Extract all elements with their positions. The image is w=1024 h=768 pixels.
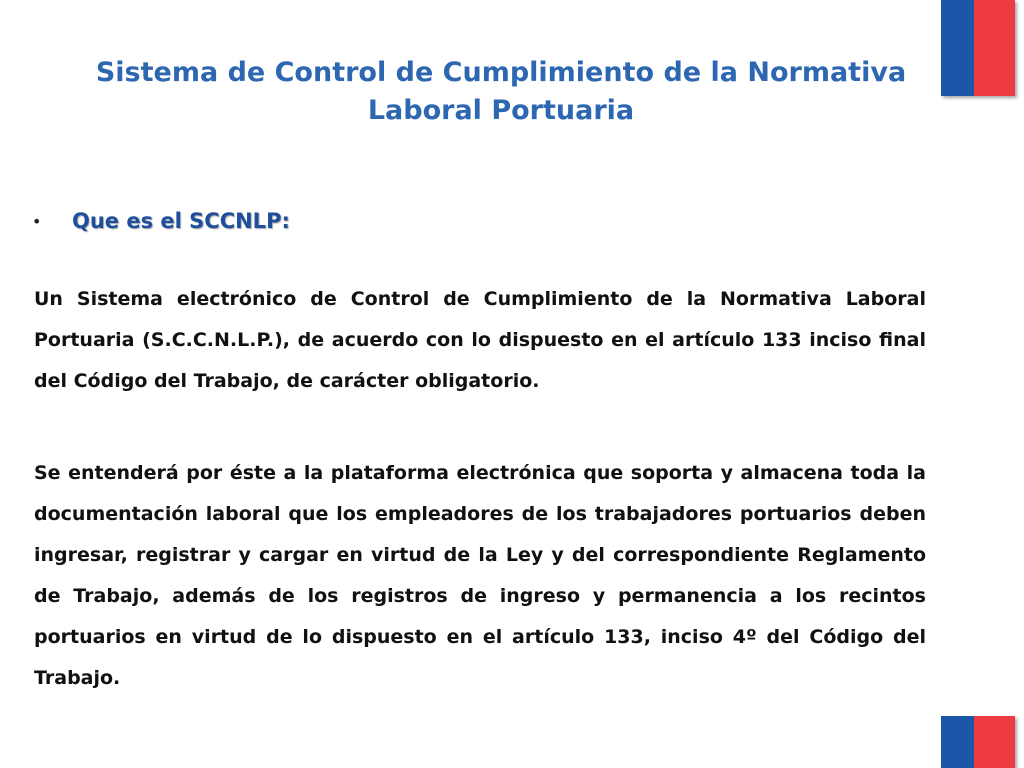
flag-blue-stripe bbox=[941, 716, 974, 768]
paragraph-platform-description: Se entenderá por éste a la plataforma electrónica que soporta y almacena toda la documentación laboral que los empleadores de los trabajadores portuarios deben ingresar, registrar y cargar en virtud de la Ley y del correspondiente Reglamento de Trabajo, además de los registros de ingreso y permanencia a los recintos portuarios en virtud de lo dispuesto en el artículo 133, inciso 4º del Código del Trabajo. bbox=[34, 462, 926, 689]
chile-flag-stripe-top bbox=[941, 0, 1015, 96]
flag-red-stripe bbox=[974, 0, 1015, 96]
flag-blue-stripe bbox=[941, 0, 974, 96]
bullet-heading-text: Que es el SCCNLP: bbox=[72, 209, 290, 233]
bullet-heading bbox=[32, 205, 290, 237]
bullet-dot: • bbox=[32, 211, 42, 231]
slide-title: Sistema de Control de Cumplimiento de la Normativa Laboral Portuaria bbox=[95, 57, 907, 126]
chile-flag-stripe-bottom bbox=[941, 716, 1015, 768]
paragraph-definition: Un Sistema electrónico de Control de Cumplimiento de la Normativa Laboral Portuaria (S.C.C.N.L.P.), de acuerdo con lo dispuesto en el artículo 133 inciso final del Código del Trabajo, de carácter obligatorio. bbox=[34, 288, 926, 392]
flag-red-stripe bbox=[974, 716, 1015, 768]
